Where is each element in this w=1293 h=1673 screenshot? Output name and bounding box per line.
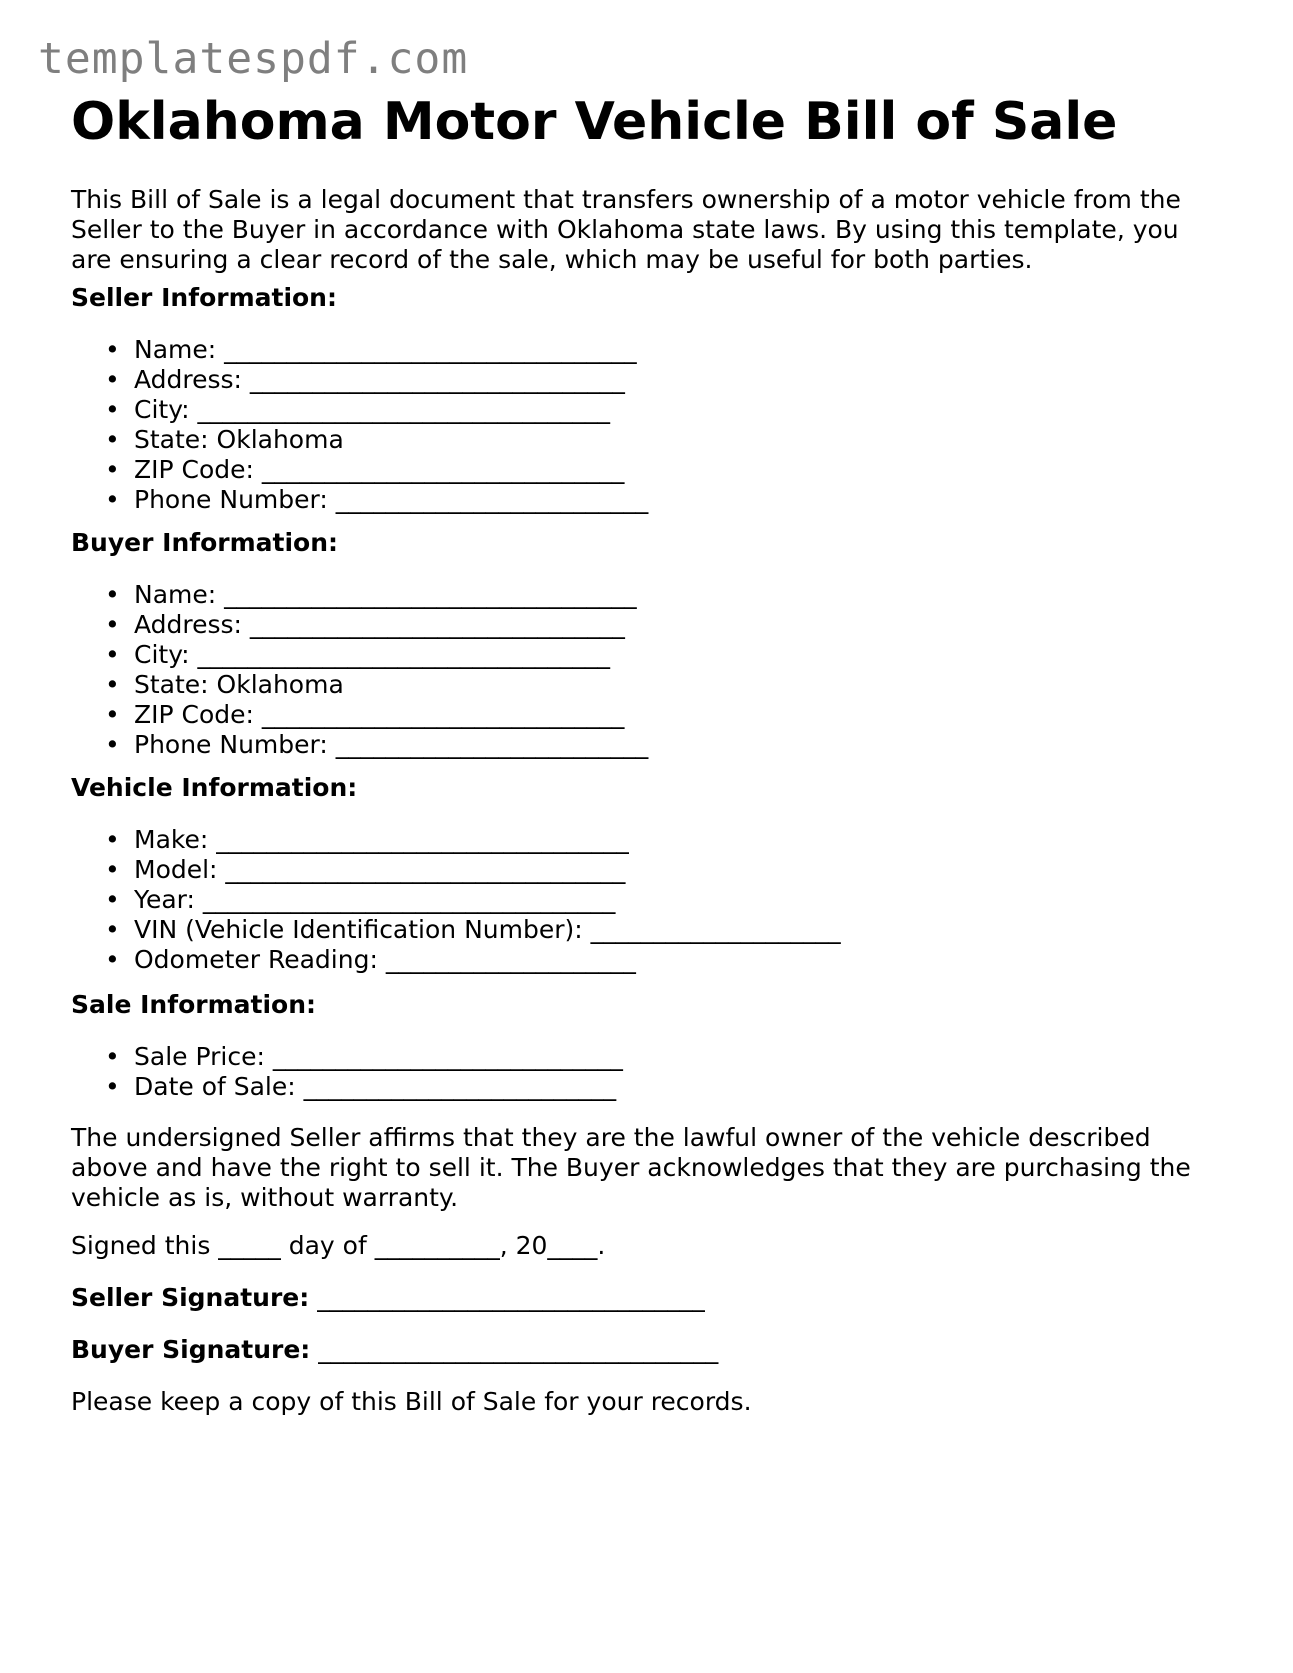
seller-city-field: • City: _________________________________: [134, 395, 648, 425]
buyer-signature-blank: ________________________________: [318, 1335, 719, 1364]
vehicle-section-heading: Vehicle Information:: [71, 773, 358, 802]
seller-signature-blank: _______________________________: [317, 1283, 705, 1312]
buyer-name-field: • Name: _________________________________: [134, 580, 648, 610]
sale-date-field: • Date of Sale: _________________________: [134, 1072, 623, 1102]
vehicle-vin-field: • VIN (Vehicle Identification Number): ____________________: [134, 915, 841, 945]
signed-date-line: Signed this _____ day of __________, 20____.: [71, 1231, 606, 1260]
buyer-signature-label: Buyer Signature:: [71, 1335, 311, 1364]
seller-signature-label: Seller Signature:: [71, 1283, 310, 1312]
sale-fields-list: [71, 1042, 623, 1102]
buyer-signature-line: [71, 1335, 718, 1365]
buyer-zip-field: • ZIP Code: _____________________________: [134, 700, 648, 730]
seller-fields-list: [71, 335, 648, 515]
vehicle-fields-list: [71, 825, 841, 975]
buyer-phone-field: • Phone Number: _________________________: [134, 730, 648, 760]
seller-state-field: • State: Oklahoma: [134, 425, 648, 455]
intro-paragraph: This Bill of Sale is a legal document that transfers ownership of a motor vehicle from the Seller to the Buyer in accordance with Oklahoma state laws. By using this template, you are ensuring a clear record of the sale, which may be useful for both parties.: [71, 185, 1181, 274]
buyer-state-field: • State: Oklahoma: [134, 670, 648, 700]
sale-section-heading: Sale Information:: [71, 990, 316, 1019]
seller-zip-field: • ZIP Code: _____________________________: [134, 455, 648, 485]
vehicle-odometer-field: • Odometer Reading: ____________________: [134, 945, 841, 975]
vehicle-year-field: • Year: _________________________________: [134, 885, 841, 915]
seller-signature-line: [71, 1283, 705, 1313]
vehicle-make-field: • Make: _________________________________: [134, 825, 841, 855]
seller-name-field: • Name: _________________________________: [134, 335, 648, 365]
watermark: templatespdf.com: [38, 34, 469, 84]
buyer-city-field: • City: _________________________________: [134, 640, 648, 670]
document-title: Oklahoma Motor Vehicle Bill of Sale: [71, 92, 1118, 152]
buyer-address-field: • Address: ______________________________: [134, 610, 648, 640]
closing-note: Please keep a copy of this Bill of Sale for your records.: [71, 1387, 752, 1416]
buyer-section-heading: Buyer Information:: [71, 528, 339, 557]
buyer-fields-list: [71, 580, 648, 760]
seller-section-heading: Seller Information:: [71, 283, 337, 312]
seller-phone-field: • Phone Number: _________________________: [134, 485, 648, 515]
seller-address-field: • Address: ______________________________: [134, 365, 648, 395]
sale-price-field: • Sale Price: ____________________________: [134, 1042, 623, 1072]
vehicle-model-field: • Model: ________________________________: [134, 855, 841, 885]
affirmation-paragraph: The undersigned Seller affirms that they are the lawful owner of the vehicle described above and have the right to sell it. The Buyer acknowledges that they are purchasing the vehicle as is, without warranty.: [71, 1123, 1191, 1212]
